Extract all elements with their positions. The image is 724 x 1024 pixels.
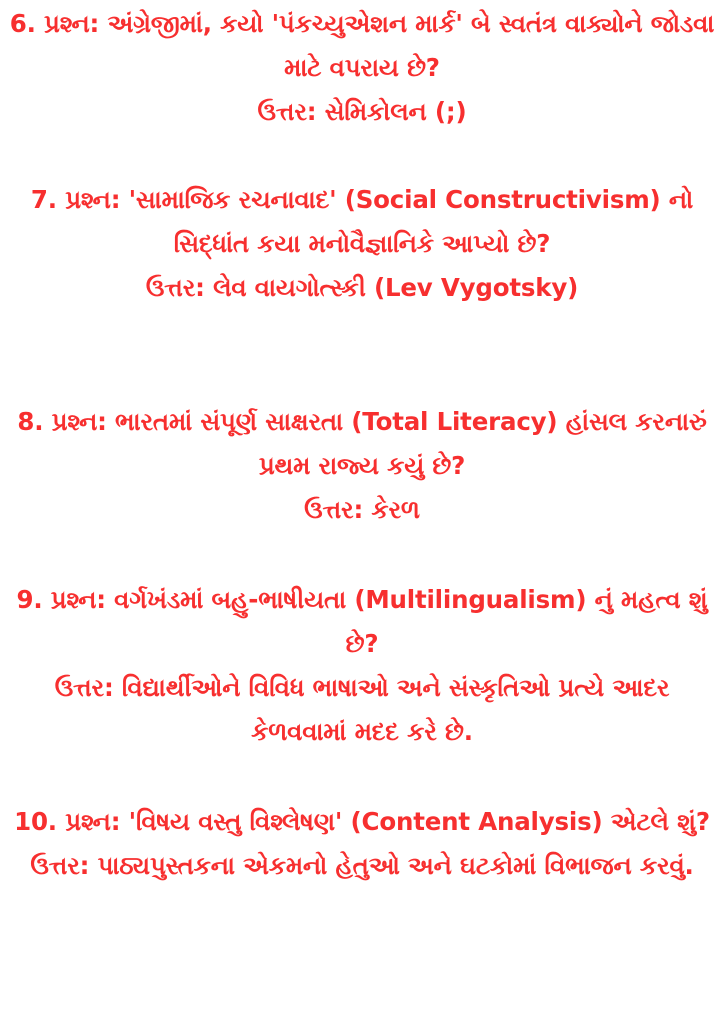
answer-8: ઉત્તર: કેરળ bbox=[304, 495, 420, 524]
qa-block-8 bbox=[4, 400, 720, 532]
qa-block-10 bbox=[4, 800, 720, 888]
answer-7: ઉત્તર: લેવ વાયગોત્સ્કી (Lev Vygotsky) bbox=[145, 273, 579, 302]
qa-block-6 bbox=[4, 2, 720, 134]
answer-10: ઉત્તર: પાઠ્યપુસ્તકના એકમનો હેતુઓ અને ઘટકોમાં વિભાજન કરવું. bbox=[30, 851, 694, 880]
answer-6: ઉત્તર: સેમિકોલન (;) bbox=[257, 97, 467, 126]
question-9: 9. પ્રશ્ન: વર્ગખંડમાં બહુ-ભાષીયતા (Multilingualism) નું મહત્વ શું છે? bbox=[16, 585, 708, 658]
answer-9: ઉત્તર: વિદ્યાર્થીઓને વિવિધ ભાષાઓ અને સંસ્કૃતિઓ પ્રત્યે આદર કેળવવામાં મદદ કરે છે. bbox=[54, 673, 670, 746]
question-10: 10. પ્રશ્ન: 'વિષય વસ્તુ વિશ્લેષણ' (Content Analysis) એટલે શું? bbox=[14, 807, 710, 836]
question-8: 8. પ્રશ્ન: ભારતમાં સંપૂર્ણ સાક્ષરતા (Total Literacy) હાંસલ કરનારું પ્રથમ રાજ્ય કયું છે? bbox=[17, 407, 707, 480]
question-6: 6. પ્રશ્ન: અંગ્રેજીમાં, કયો 'પંકચ્યુએશન માર્ક' બે સ્વતંત્ર વાક્યોને જોડવા માટે વપરાય છે? bbox=[9, 9, 715, 82]
qa-block-7 bbox=[4, 178, 720, 310]
question-7: 7. પ્રશ્ન: 'સામાજિક રચનાવાદ' (Social Constructivism) નો સિદ્ધાંત કયા મનોવૈજ્ઞાનિકે આપ્યો છે? bbox=[30, 185, 694, 258]
qa-block-9 bbox=[4, 578, 720, 754]
